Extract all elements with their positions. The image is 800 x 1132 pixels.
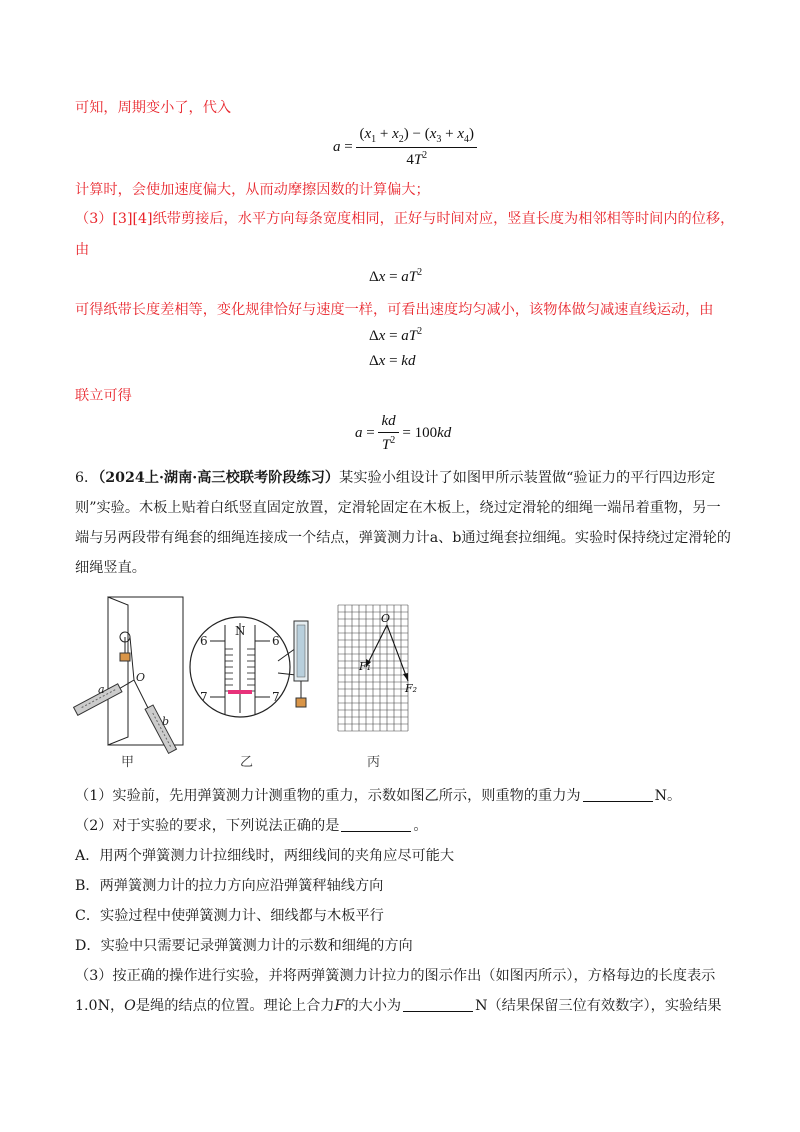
equation-2: $\Delta x = aT^2$ (369, 267, 423, 285)
answer-blank-3[interactable] (403, 997, 473, 1012)
label-F2: F₂ (405, 682, 418, 695)
label-O-jia: O (136, 671, 146, 684)
solution-line-2: 计算时，会使加速度偏大，从而动摩擦因数的计算偏大； (75, 182, 430, 198)
solution-line-4: 由 (75, 242, 90, 258)
caption-jia: 甲 (121, 755, 135, 770)
label-6-left: 6 (200, 634, 208, 648)
sub-question-1: （1）实验前，先用弹簧测力计测重物的重力，示数如图乙所示，则重物的重力为 N。 (75, 788, 682, 804)
question-6-line-1: 6．（2024上·湖南·高三校联考阶段练习）某实验小组设计了如图甲所示装置做“验证力的平行四边形定 (75, 470, 716, 486)
equation-4: Δx = kd (369, 353, 416, 369)
solution-line-5: 可得纸带长度差相等，变化规律恰好与速度一样，可看出速度均匀减小，该物体做匀减速直线运动，由 (75, 302, 714, 318)
label-7-right: 7 (272, 690, 280, 704)
figure-yi-spring-scale (188, 603, 323, 733)
option-c: C．实验过程中使弹簧测力计、细线都与木板平行 (75, 908, 384, 924)
option-a: A．用两个弹簧测力计拉细线时，两细线间的夹角应尽可能大 (75, 848, 455, 864)
figure-jia-apparatus (68, 595, 188, 745)
solution-line-3: （3）[3][4]纸带剪接后，水平方向每条宽度相同，正好与时间对应，竖直长度为相邻相等时间内的位移， (75, 211, 735, 227)
solution-line-1: 可知，周期变小了，代入 (75, 100, 232, 116)
label-F1: F₁ (359, 660, 372, 673)
label-7-left: 7 (200, 690, 208, 704)
label-b: b (162, 715, 170, 728)
question-6-line-2: 则”实验。木板上贴着白纸竖直固定放置，定滑轮固定在木板上，绕过定滑轮的细绳一端吊着重物，另一 (75, 500, 721, 516)
option-d: D．实验中只需要记录弹簧测力计的示数和细绳的方向 (75, 938, 413, 954)
caption-yi: 乙 (240, 755, 254, 770)
sub-question-3-line-1: （3）按正确的操作进行实验，并将两弹簧测力计拉力的图示作出（如图丙所示），方格每边的长度表示 (75, 968, 716, 984)
equation-3: $\Delta x = aT^2$ (369, 326, 423, 344)
question-6-line-3: 端与另两段带有绳套的细绳连接成一个结点，弹簧测力计a、b通过绳套拉细绳。实验时保持绕过定滑轮的 (75, 530, 731, 546)
caption-bing: 丙 (367, 755, 381, 770)
question-6-line-4: 细绳竖直。 (75, 560, 146, 576)
equation-5: a = $\frac{kd}{T^2}$ = 100kd (355, 413, 452, 453)
answer-blank-1[interactable] (583, 787, 653, 802)
answer-blank-2[interactable] (341, 817, 411, 832)
label-O-bing: O (381, 612, 391, 625)
figure-bing-force-grid (337, 604, 418, 736)
solution-line-6: 联立可得 (75, 388, 132, 404)
label-a: a (98, 683, 105, 696)
label-N: N (235, 624, 246, 638)
label-6-right: 6 (272, 634, 280, 648)
sub-question-3-line-2: 1.0N，O是绳的结点的位置。理论上合力F的大小为 N（结果保留三位有效数字），实验结果 (75, 998, 722, 1014)
equation-1: a = $\frac{(x_1 + x_2) - (x_3 + x_4)}{4T^2}$ (333, 126, 477, 169)
option-b: B．两弹簧测力计的拉力方向应沿弹簧秤轴线方向 (75, 878, 384, 894)
sub-question-2: （2）对于实验的要求，下列说法正确的是 。 (75, 818, 428, 834)
